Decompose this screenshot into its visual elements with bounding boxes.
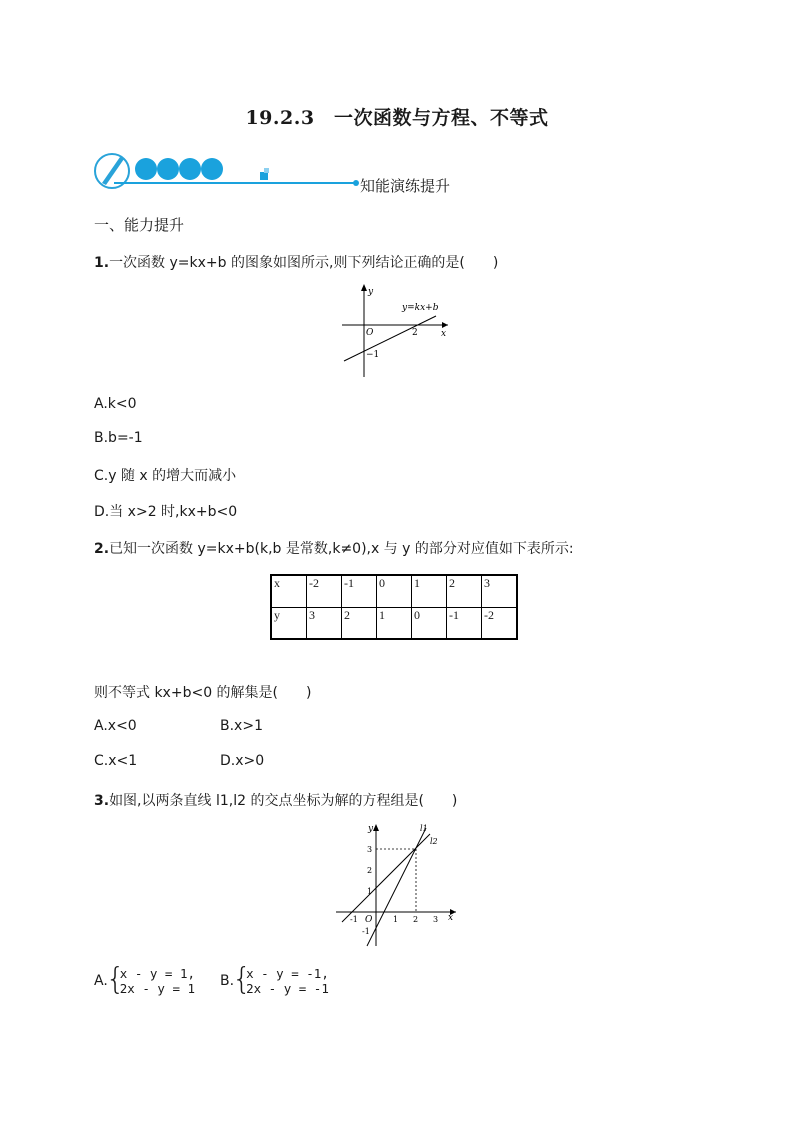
table-cell: -1 (342, 575, 377, 608)
q1-graph (336, 282, 456, 382)
banner-square (260, 172, 268, 180)
table-cell: 2 (447, 575, 482, 608)
x-tick: 2 (412, 328, 418, 338)
line-label: y=kx+b (402, 303, 439, 313)
section-banner (94, 147, 514, 195)
equation-line: x - y = -1, (246, 966, 329, 981)
question-number: 1. (94, 255, 110, 271)
table-cell: 0 (377, 575, 412, 608)
y-axis-label: y (368, 824, 374, 834)
question-2 (94, 538, 574, 558)
question-number: 3. (94, 793, 110, 809)
y-tick: -1 (362, 927, 370, 936)
q2-option-c: C.x<1 (94, 753, 138, 769)
table-cell: -2 (307, 575, 342, 608)
q2-option-d: D.x>0 (220, 753, 265, 769)
q1-option-c: C.y 随 x 的增大而减小 (94, 468, 237, 484)
x-tick: 2 (413, 915, 419, 924)
y-tick: 3 (367, 845, 373, 854)
table-cell: -1 (447, 608, 482, 640)
question-number: 2. (94, 541, 110, 557)
option-letter: A. (94, 973, 108, 989)
table-cell: 1 (377, 608, 412, 640)
pen-icon (102, 157, 124, 185)
table-cell: y (271, 608, 307, 640)
q1-option-a: A.k<0 (94, 396, 137, 412)
table-cell: 3 (307, 608, 342, 640)
banner-dot (135, 158, 157, 180)
q1-option-b: B.b=-1 (94, 430, 143, 446)
origin-label: O (366, 328, 374, 338)
q2-option-b: B.x>1 (220, 718, 263, 734)
q3-option-b: B. { x - y = -1, 2x - y = -1 (220, 962, 329, 997)
q2-option-a: A.x<0 (94, 718, 137, 734)
table-row (271, 575, 517, 608)
banner-dot (157, 158, 179, 180)
table-cell: x (271, 575, 307, 608)
x-axis-label: x (448, 913, 454, 923)
banner-dot (179, 158, 201, 180)
table-cell: -2 (482, 608, 518, 640)
question-text: 如图,以两条直线 l1,l2 的交点坐标为解的方程组是( ) (109, 793, 458, 809)
table-cell: 2 (342, 608, 377, 640)
x-tick: 1 (393, 915, 399, 924)
question-text: 已知一次函数 y=kx+b(k,b 是常数,k≠0),x 与 y 的部分对应值如下表所示: (109, 541, 574, 557)
x-axis-label: x (441, 329, 447, 339)
question-3 (94, 790, 457, 810)
l1-label: l1 (420, 824, 428, 833)
q2-follow-text: 则不等式 kx+b<0 的解集是( ) (94, 685, 312, 701)
banner-label: 知能演练提升 (360, 177, 451, 195)
equation-line: 2x - y = -1 (246, 981, 329, 996)
equation-line: 2x - y = 1 (119, 981, 196, 996)
banner-square (264, 168, 269, 173)
question-text: 一次函数 y=kx+b 的图象如图所示,则下列结论正确的是( ) (109, 255, 499, 271)
q3-graph (332, 820, 462, 950)
q1-option-d: D.当 x>2 时,kx+b<0 (94, 504, 238, 520)
y-tick: 2 (367, 866, 373, 875)
option-letter: B. (220, 973, 235, 989)
x-tick: -1 (350, 915, 358, 924)
banner-dot (201, 158, 223, 180)
table-cell: 0 (412, 608, 447, 640)
question-1 (94, 252, 498, 272)
y-axis-label: y (368, 287, 374, 297)
y-tick: 1 (367, 887, 373, 896)
page-title: 19.2.3 一次函数与方程、不等式 (245, 107, 549, 129)
l2-label: l2 (430, 837, 438, 846)
equation-line: x - y = 1, (119, 966, 196, 981)
table-cell: 3 (482, 575, 518, 608)
value-table (270, 574, 518, 640)
y-tick: −1 (366, 350, 380, 360)
table-row (271, 608, 517, 640)
origin-label: O (365, 915, 373, 925)
q3-option-a: A. { x - y = 1, 2x - y = 1 (94, 962, 196, 997)
line-y-kx-b (344, 316, 436, 361)
table-cell: 1 (412, 575, 447, 608)
x-tick: 3 (433, 915, 439, 924)
section-heading: 一、能力提升 (94, 216, 185, 234)
